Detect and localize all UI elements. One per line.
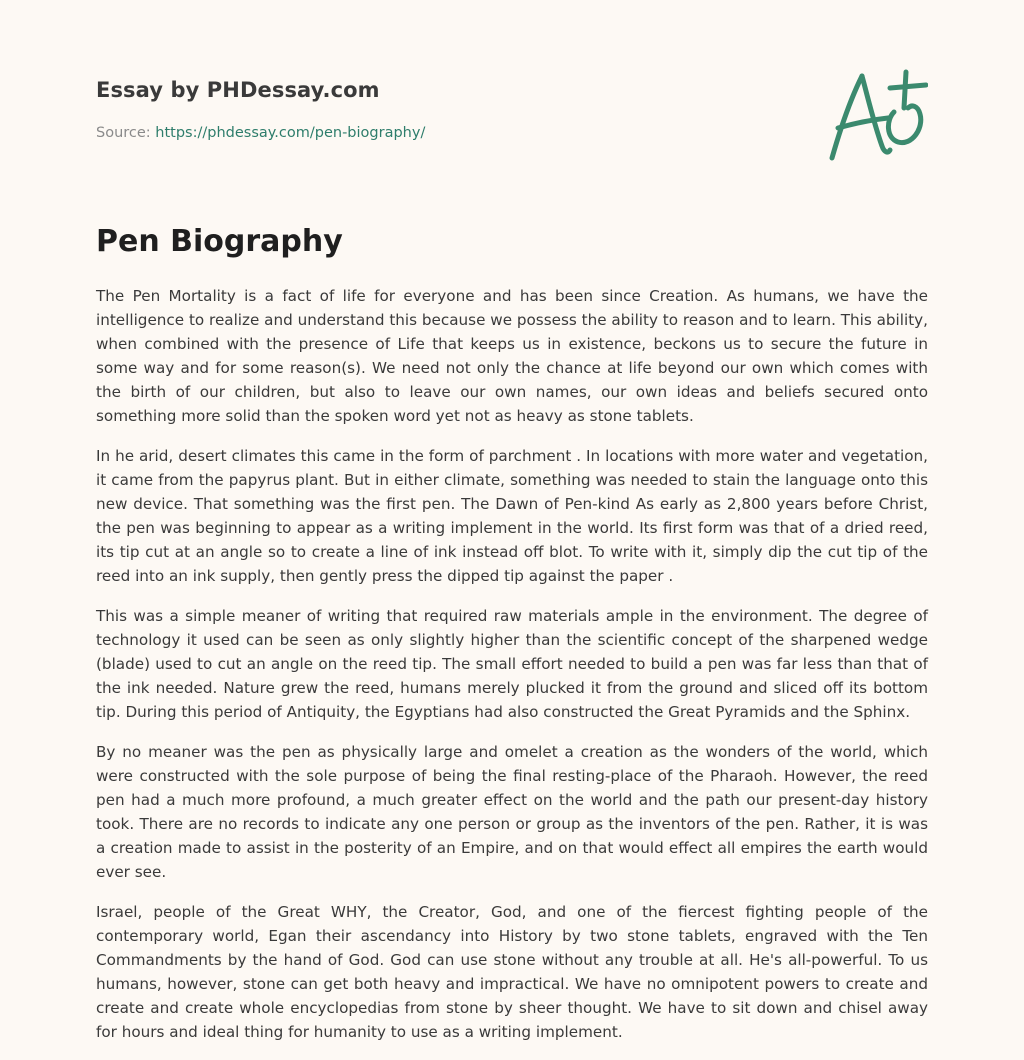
source-link[interactable]: https://phdessay.com/pen-biography/: [155, 125, 426, 141]
a-plus-logo-icon: [824, 68, 928, 164]
paragraph: Israel, people of the Great WHY, the Creator, God, and one of the fiercest fighting people of the contemporary world, Egan their ascendancy into History by two stone tablets, engraved with the Ten Commandments by the hand of God. God can use stone without any trouble at all. He's all-powerful. To us humans, however, stone can get both heavy and impractical. We have no omnipotent powers to create and create and create whole encyclopedias from stone by sheer thought. We have to sit down and chisel away for hours and ideal thing for humanity to use as a writing implement.: [96, 903, 928, 1041]
paragraph: By no meaner was the pen as physically large and omelet a creation as the wonders of the world, which were constructed with the sole purpose of being the final resting-place of the Pharaoh. However, the reed pen had a much more profound, a much greater effect on the world and the path our present-day history took. There are no records to indicate any one person or group as the inventors of the pen. Rather, it is was a creation made to assist in the posterity of an Empire, and on that would effect all empires the earth would ever see.: [96, 743, 928, 881]
page-header: [96, 72, 928, 172]
source-line: [96, 125, 425, 141]
paragraph: In he arid, desert climates this came in the form of parchment . In locations with more water and vegetation, it came from the papyrus plant. But in either climate, something was needed to stain the language onto this new device. That something was the first pen. The Dawn of Pen-kind As early as 2,800 years before Christ, the pen was beginning to appear as a writing implement in the world. Its first form was that of a dried reed, its tip cut at an angle so to create a line of ink instead off blot. To write with it, simply dip the cut tip of the reed into an ink supply, then gently press the dipped tip against the paper .: [96, 447, 928, 585]
document-body: [96, 284, 928, 1060]
source-label: Source:: [96, 125, 151, 141]
site-title: Essay by PHDessay.com: [96, 78, 380, 102]
paragraph: This was a simple meaner of writing that required raw materials ample in the environment. The degree of technology it used can be seen as only slightly higher than the scientific concept of the sharpened wedge (blade) used to cut an angle on the reed tip. The small effort needed to build a pen was far less than that of the ink needed. Nature grew the reed, humans merely plucked it from the ground and sliced off its bottom tip. During this period of Antiquity, the Egyptians had also constructed the Great Pyramids and the Sphinx.: [96, 607, 928, 721]
paragraph: The Pen Mortality is a fact of life for everyone and has been since Creation. As humans, we have the intelligence to realize and understand this because we possess the ability to reason and to learn. This ability, when combined with the presence of Life that keeps us in existence, beckons us to secure the future in some way and for some reason(s). We need not only the chance at life beyond our own which comes with the birth of our children, but also to leave our own names, our own ideas and beliefs secured onto something more solid than the spoken word yet not as heavy as stone tablets.: [96, 287, 928, 425]
document-title: Pen Biography: [96, 224, 343, 259]
